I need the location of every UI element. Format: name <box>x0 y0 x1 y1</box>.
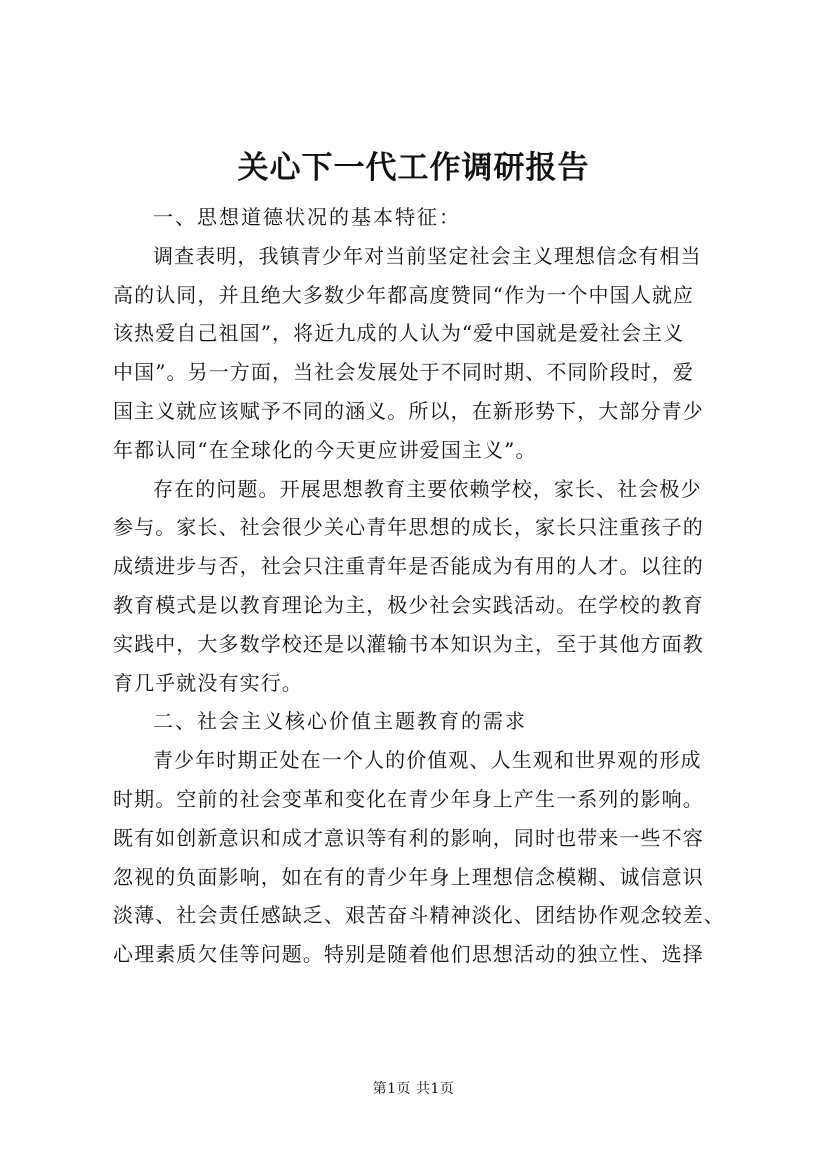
paragraph-line: 实践中，大多数学校还是以灌输书本知识为主，至于其他方面教 <box>113 631 704 656</box>
paragraph-line: 青少年时期正处在一个人的价值观、人生观和世界观的形成 <box>153 748 702 773</box>
document-body <box>113 198 725 974</box>
paragraph-line: 国主义就应该赋予不同的涵义。所以，在新形势下，大部分青少 <box>113 398 704 423</box>
paragraph-line: 参与。家长、社会很少关心青年思想的成长，家长只注重孩子的 <box>113 515 704 540</box>
paragraph-line: 高的认同，并且绝大多数少年都高度赞同“作为一个中国人就应 <box>113 282 695 307</box>
paragraph-line: 成绩进步与否，社会只注重青年是否能成为有用的人才。以往的 <box>113 554 704 579</box>
paragraph-line: 时期。空前的社会变革和变化在青少年身上产生一系列的影响。 <box>113 786 704 811</box>
page-footer: 第1页 共1页 <box>372 1081 455 1097</box>
paragraph-line: 教育模式是以教育理论为主，极少社会实践活动。在学校的教育 <box>113 592 704 617</box>
paragraph-line: 既有如创新意识和成才意识等有利的影响，同时也带来一些不容 <box>113 825 704 850</box>
paragraph-line: 育几乎就没有实行。 <box>113 670 303 695</box>
paragraph-line: 调查表明，我镇青少年对当前坚定社会主义理想信念有相当 <box>153 243 702 268</box>
paragraph-line: 中国”。另一方面，当社会发展处于不同时期、不同阶段时，爱 <box>113 360 695 385</box>
paragraph-line: 存在的问题。开展思想教育主要依赖学校，家长、社会极少 <box>153 476 702 501</box>
paragraph-line: 年都认同“在全球化的今天更应讲爱国主义”。 <box>113 437 537 462</box>
paragraph-line: 该热爱自己祖国”，将近九成的人认为“爱中国就是爱社会主义 <box>113 321 685 346</box>
paragraph-line: 忽视的负面影响，如在有的青少年身上理想信念模糊、诚信意识 <box>113 864 704 889</box>
paragraph-line: 淡薄、社会责任感缺乏、艰苦奋斗精神淡化、团结协作观念较差、 <box>113 903 725 928</box>
paragraph-line: 心理素质欠佳等问题。特别是随着他们思想活动的独立性、选择 <box>113 942 704 967</box>
document-title: 关心下一代工作调研报告 <box>237 150 590 186</box>
section-heading-2: 二、社会主义核心价值主题教育的需求 <box>153 709 527 734</box>
section-heading-1: 一、思想道德状况的基本特征： <box>153 205 461 229</box>
